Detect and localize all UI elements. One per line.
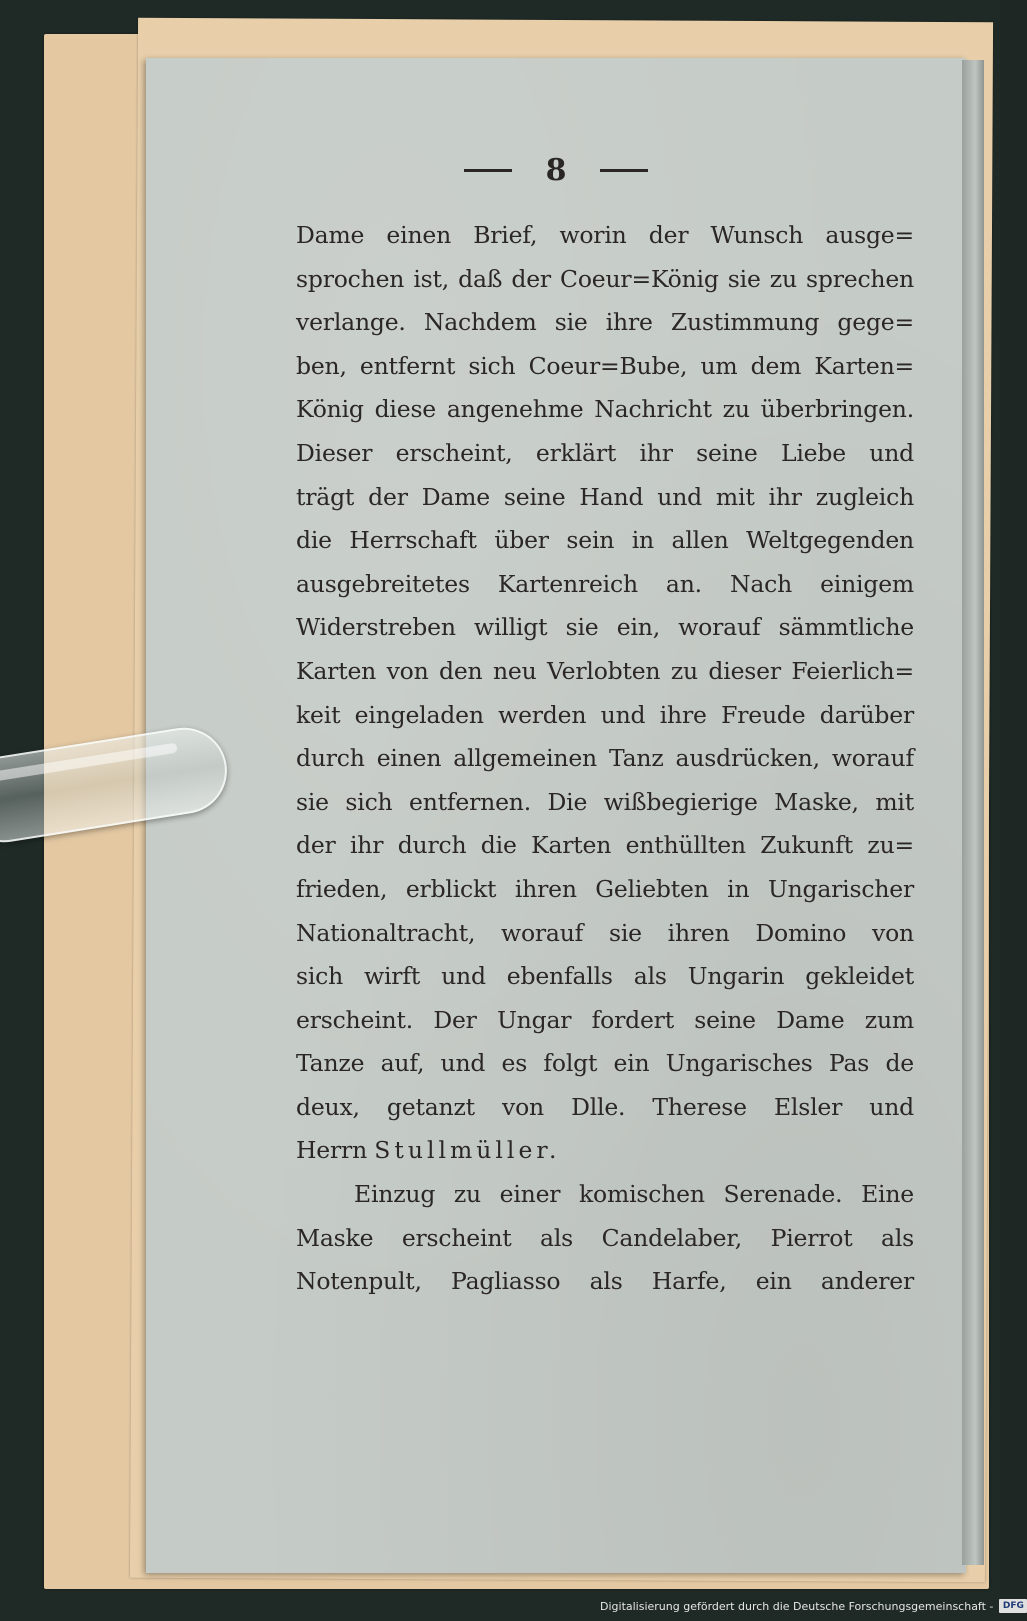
text-line: ausgebreitetes Kartenreich an. Nach einigem: [296, 569, 914, 598]
text-line: trägt der Dame seine Hand und mit ihr zugleich: [296, 482, 914, 511]
dfg-logo: DFG: [999, 1599, 1027, 1613]
text-line: sich wirft und ebenfalls als Ungarin gekleidet: [296, 962, 914, 991]
text-line: die Herrschaft über sein in allen Weltgegenden: [296, 526, 914, 555]
text-line: Tanze auf, und es folgt ein Ungarisches Pas de: [296, 1049, 914, 1078]
text-prefix: Herrn: [296, 1136, 375, 1165]
text-line: durch einen allgemeinen Tanz ausdrücken, worauf: [296, 744, 914, 773]
text-line: Dame einen Brief, worin der Wunsch ausge=: [296, 221, 914, 249]
text-line: [296, 1129, 914, 1173]
page-number: 8: [545, 152, 567, 188]
text-line: Maske erscheint als Candelaber, Pierrot als: [296, 1223, 914, 1252]
credit-text: Digitalisierung gefördert durch die Deutsche Forschungsgemeinschaft -: [600, 1599, 994, 1613]
paragraph-start: Einzug zu einer komischen Serenade. Eine: [354, 1180, 914, 1209]
text-line: sie sich entfernen. Die wißbegierige Maske, mit: [296, 787, 914, 816]
body-text: [296, 214, 914, 1304]
text-line: der ihr durch die Karten enthüllten Zukunft zu=: [296, 831, 914, 860]
text-line: verlange. Nachdem sie ihre Zustimmung gege=: [296, 308, 914, 337]
text-line: erscheint. Der Ungar fordert seine Dame zum: [296, 1005, 914, 1034]
spaced-name: Stullmüller.: [374, 1136, 561, 1165]
text-line: keit eingeladen werden und ihre Freude darüber: [296, 700, 914, 729]
text-line: ben, entfernt sich Coeur=Bube, um dem Karten=: [296, 351, 914, 380]
text-line: Nationaltracht, worauf sie ihren Domino von: [296, 918, 914, 947]
text-line: sprochen ist, daß der Coeur=König sie zu sprechen: [296, 264, 914, 293]
text-line: Karten von den neu Verlobten zu dieser Feierlich=: [296, 656, 914, 685]
text-line: Widerstreben willigt sie ein, worauf sämmtliche: [296, 613, 914, 642]
text-line: König diese angenehme Nachricht zu überbringen.: [296, 395, 914, 424]
page-header: [146, 150, 966, 190]
dash-right: [600, 169, 648, 172]
footer-credit: [600, 1596, 1027, 1616]
text-line: frieden, erblickt ihren Geliebten in Ungarischer: [296, 874, 914, 903]
page-edge: [962, 60, 984, 1565]
text-line: Notenpult, Pagliasso als Harfe, ein anderer: [296, 1267, 914, 1296]
text-line: Dieser erscheint, erklärt ihr seine Liebe und: [296, 438, 914, 467]
dash-left: [464, 169, 512, 172]
text-line: deux, getanzt von Dlle. Therese Elsler und: [296, 1092, 914, 1121]
